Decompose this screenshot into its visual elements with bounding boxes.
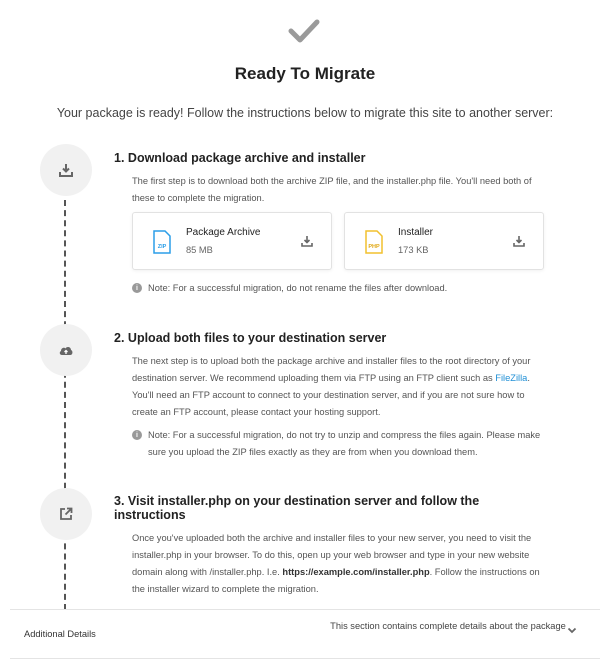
svg-text:ZIP: ZIP bbox=[157, 244, 167, 250]
note-2: i Note: For a successful migration, do not try to unzip and compress the files again. Please make sure you upload the ZIP files exactly as they are from when you download them. bbox=[132, 427, 544, 461]
info-icon: i bbox=[132, 430, 142, 440]
installer-card[interactable] bbox=[344, 212, 544, 270]
cloud-upload-icon bbox=[58, 342, 74, 358]
php-file-icon bbox=[365, 230, 383, 254]
package-archive-size: 85 MB bbox=[186, 245, 213, 255]
checkmark-icon bbox=[288, 18, 320, 44]
step-1 bbox=[114, 151, 544, 207]
installer-size: 173 KB bbox=[398, 245, 429, 255]
step-2-circle bbox=[40, 324, 92, 376]
step-2-text: The next step is to upload both the package archive and installer files to the root directory of your destination server. We recommend uploading them via FTP using an FTP client such as FileZilla. You'll need an FTP account to connect to your destination server, and if you are not sure how to create an FTP account, please contact your hosting support. bbox=[132, 356, 531, 417]
step-1-heading: 1. Download package archive and installer bbox=[114, 151, 366, 165]
page-subtitle: Your package is ready! Follow the instructions below to migrate this site to another server: bbox=[56, 106, 554, 120]
step-3 bbox=[114, 494, 544, 598]
step-3-heading: 3. Visit installer.php on your destination server and follow the instructions bbox=[114, 494, 480, 522]
step-3-circle bbox=[40, 488, 92, 540]
download-icon bbox=[58, 162, 74, 178]
zip-file-icon bbox=[153, 230, 171, 254]
svg-text:PHP: PHP bbox=[368, 244, 380, 250]
download-installer-icon[interactable] bbox=[513, 235, 525, 247]
filezilla-link[interactable]: FileZilla bbox=[495, 373, 528, 383]
timeline-line bbox=[64, 200, 66, 610]
external-link-icon bbox=[58, 506, 74, 522]
package-archive-name: Package Archive bbox=[186, 227, 261, 238]
installer-name: Installer bbox=[398, 227, 434, 238]
step-2 bbox=[114, 331, 544, 421]
file-cards bbox=[132, 212, 544, 270]
additional-details-label: Additional Details bbox=[24, 629, 96, 639]
note-1: i Note: For a successful migration, do not rename the files after download. bbox=[132, 280, 552, 297]
step-1-circle bbox=[40, 144, 92, 196]
chevron-down-icon bbox=[566, 624, 578, 636]
additional-details-toggle[interactable] bbox=[10, 609, 600, 659]
page-title: Ready To Migrate bbox=[234, 64, 376, 83]
installer-url: https://example.com/installer.php bbox=[282, 567, 430, 577]
step-2-heading: 2. Upload both files to your destination server bbox=[114, 331, 387, 345]
additional-details-description: This section contains complete details about the package bbox=[330, 621, 566, 631]
download-archive-icon[interactable] bbox=[301, 235, 313, 247]
info-icon: i bbox=[132, 283, 142, 293]
package-archive-card[interactable] bbox=[132, 212, 332, 270]
step-1-text: The first step is to download both the archive ZIP file, and the installer.php file. You'll need both of these to complete the migration. bbox=[132, 176, 532, 203]
step-3-text: Once you've uploaded both the archive and installer files to your new server, you need to visit the installer.php in your browser. To do this, open up your web browser and type in your new website domain along with /installer.php. I.e. https://example.com/installer.php. Follow the instructions on the installer wizard to complete the migration. bbox=[132, 533, 540, 594]
